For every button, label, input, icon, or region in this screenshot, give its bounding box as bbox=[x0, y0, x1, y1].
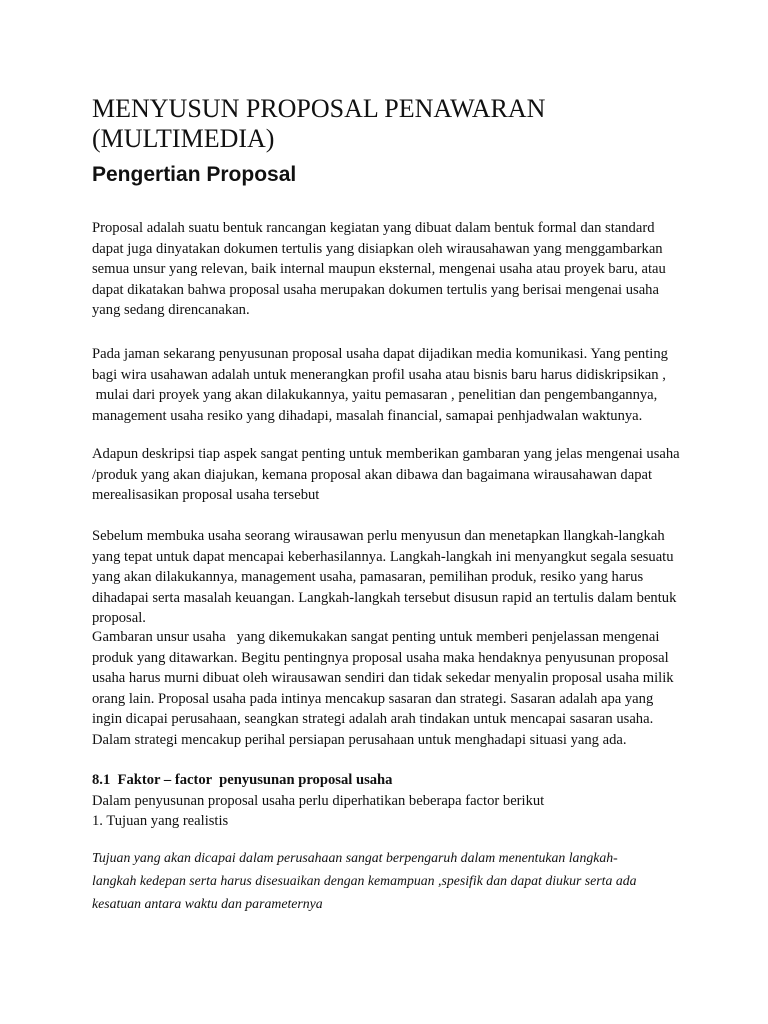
paragraph-line: /produk yang akan diajukan, kemana proposal akan dibawa dan bagaimana wirausahawan dapat bbox=[92, 466, 653, 483]
paragraph-business-overview bbox=[92, 627, 692, 750]
paragraph-line: produk yang ditawarkan. Begitu pentingnya proposal usaha maka hendaknya penyusunan proposal bbox=[92, 649, 669, 666]
paragraph-line: langkah kedepan serta harus disesuaikan dengan kemampuan ,spesifik dan dapat diukur serta ada bbox=[92, 873, 637, 888]
paragraph-line: merealisasikan proposal usaha tersebut bbox=[92, 487, 320, 503]
paragraph-line: Sebelum membuka usaha seorang wirausawan perlu menyusun dan menetapkan llangkah-langkah bbox=[92, 528, 665, 544]
paragraph-line: proposal. bbox=[92, 610, 146, 626]
paragraph-line: Adapun deskripsi tiap aspek sangat penting untuk memberikan gambaran yang jelas mengenai usaha bbox=[92, 446, 680, 462]
paragraph-line: yang tepat untuk dapat mencapai keberhasilannya. Langkah-langkah ini menyangkut segala sesuatu bbox=[92, 548, 674, 565]
document-page bbox=[92, 94, 688, 911]
paragraph-line: dapat dikatakan bahwa proposal usaha merupakan dokumen tertulis yang berisai mengenai usaha bbox=[92, 281, 659, 298]
document-title bbox=[92, 94, 688, 154]
section-subtitle: Pengertian Proposal bbox=[92, 163, 297, 186]
section-factors bbox=[92, 770, 692, 832]
paragraph-line: yang akan dilakukannya, management usaha, pamasaran, pemilihan produk, resiko yang harus bbox=[92, 569, 644, 585]
section-intro: Dalam penyusunan proposal usaha perlu diperhatikan beberapa factor berikut bbox=[92, 792, 545, 809]
paragraph-line: yang sedang direncanakan. bbox=[92, 302, 250, 318]
paragraph-line: Gambaran unsur usaha yang dikemukakan sangat penting untuk memberi penjelassan mengenai bbox=[92, 629, 660, 645]
paragraph-line: Proposal adalah suatu bentuk rancangan kegiatan yang dibuat dalam bentuk formal dan standard bbox=[92, 220, 655, 236]
paragraph-line: Tujuan yang akan dicapai dalam perusahaan sangat berpengaruh dalam menentukan langkah- bbox=[92, 850, 618, 865]
italic-paragraph-goals bbox=[92, 846, 692, 915]
paragraph-line: kesatuan antara waktu dan parameternya bbox=[92, 896, 323, 911]
paragraph-steps bbox=[92, 526, 692, 629]
paragraph-line: dihadapai serta masalah keuangan. Langkah-langkah tersebut disusun rapid an tertulis dalam bentuk bbox=[92, 589, 677, 606]
paragraph-line: orang lain. Proposal usaha pada intinya mencakup sasaran dan strategi. Sasaran adalah apa yang bbox=[92, 690, 654, 707]
paragraph-line: semua unsur yang relevan, baik internal maupun eksternal, mengenai usaha atau proyek baru, atau bbox=[92, 261, 666, 277]
paragraph-line: ingin dicapai perusahaan, seangkan strategi adalah arah tindakan untuk mencapai sasaran usaha. bbox=[92, 711, 654, 727]
title-line-2: (MULTIMEDIA) bbox=[92, 124, 275, 153]
paragraph-communication bbox=[92, 344, 692, 426]
title-line-1: MENYUSUN PROPOSAL PENAWARAN bbox=[92, 94, 546, 123]
paragraph-line: usaha harus murni dibuat oleh wirausawan sendiri dan tidak sekedar menyalin proposal usaha milik bbox=[92, 670, 674, 686]
paragraph-line: management usaha resiko yang dihadapi, masalah financial, samapai penhjadwalan waktunya. bbox=[92, 407, 643, 424]
paragraph-line: Pada jaman sekarang penyusunan proposal usaha dapat dijadikan media komunikasi. Yang penting bbox=[92, 346, 668, 362]
paragraph-description bbox=[92, 444, 692, 506]
paragraph-line: bagi wira usahawan adalah untuk menerangkan profil usaha atau bisnis baru harus didiskripsikan , bbox=[92, 366, 666, 383]
paragraph-definition bbox=[92, 218, 692, 321]
paragraph-line: dapat juga dinyatakan dokumen tertulis yang disiapkan oleh wirausahawan yang menggambarkan bbox=[92, 240, 663, 257]
paragraph-line: Dalam strategi mencakup perihal persiapan perusahaan untuk menghadapi situasi yang ada. bbox=[92, 731, 627, 748]
section-heading: 8.1 Faktor – factor penyusunan proposal usaha bbox=[92, 772, 393, 788]
section-item: 1. Tujuan yang realistis bbox=[92, 813, 229, 829]
paragraph-line: mulai dari proyek yang akan dilakukannya, yaitu pemasaran , penelitian dan pengembangannya, bbox=[92, 387, 658, 403]
